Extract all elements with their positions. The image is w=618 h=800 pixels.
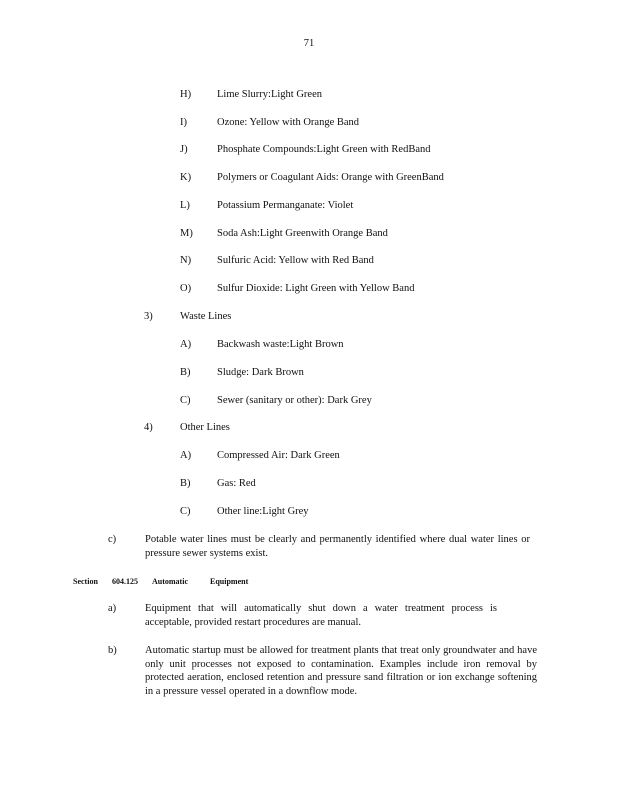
paragraph-text: Automatic startup must be allowed for treatment plants that treat only groundwater and have only unit processes not exposed to contamination. Examples include iron removal by protected aeration, enclosed retention and pressure sand filtration or ion exchange softening in a pressure vessel operated in a downflow mode. [145,645,537,697]
paragraph-text: Potable water lines must be clearly and permanently identified where dual water lines or pressure sewer systems exist. [145,534,530,559]
paragraph-label: b) [108,645,117,656]
list-item-label: N) [180,255,192,266]
list-item-text: Other line:Light Grey [217,506,309,517]
list-item-text: Compressed Air: Dark Green [217,450,340,461]
list-item-label: C) [180,506,191,517]
paragraph-text: Equipment that will automatically shut down a water treatment process is acceptable, provided restart procedures are manual. [145,603,497,628]
list-item-text: Sulfuric Acid: Yellow with Red Band [217,255,374,266]
list-item-text: Lime Slurry:Light Green [217,89,322,100]
list-item-label: I) [180,117,187,128]
section-number: 604.125 [112,577,138,586]
list-item-label: O) [180,283,192,294]
list-item-label: C) [180,395,191,406]
page-number: 71 [303,38,315,49]
list-item-label: K) [180,172,192,183]
list-item-label: B) [180,478,191,489]
list-item-label: B) [180,367,191,378]
list-item-text: Sulfur Dioxide: Light Green with Yellow Band [217,283,415,294]
list-item-text: Soda Ash:Light Greenwith Orange Band [217,228,388,239]
list-item-text: Backwash waste:Light Brown [217,339,344,350]
list-item-label: L) [180,200,190,211]
list-item-text: Ozone: Yellow with Orange Band [217,117,360,128]
section-word: Section [73,577,98,586]
list-item-text: Phosphate Compounds:Light Green with RedBand [217,144,431,155]
subsection-title: Waste Lines [180,311,232,322]
list-item-label: A) [180,339,192,350]
list-item-text: Potassium Permanganate: Violet [217,200,354,211]
paragraph-label: a) [108,603,117,614]
list-item-text: Sludge: Dark Brown [217,367,304,378]
subsection-title: Other Lines [180,422,230,433]
subsection-label: 3) [144,311,153,322]
list-item-label: H) [180,89,192,100]
list-item-label: A) [180,450,192,461]
list-item-text: Sewer (sanitary or other): Dark Grey [217,395,372,406]
section-title-part-1: Automatic [152,577,188,586]
list-item-text: Gas: Red [217,478,256,489]
list-item-text: Polymers or Coagulant Aids: Orange with GreenBand [217,172,444,183]
subsection-label: 4) [144,422,153,433]
section-title-part-2: Equipment [210,577,249,586]
list-item-label: M) [180,228,193,239]
paragraph-label: c) [108,534,117,545]
list-item-label: J) [180,144,188,155]
